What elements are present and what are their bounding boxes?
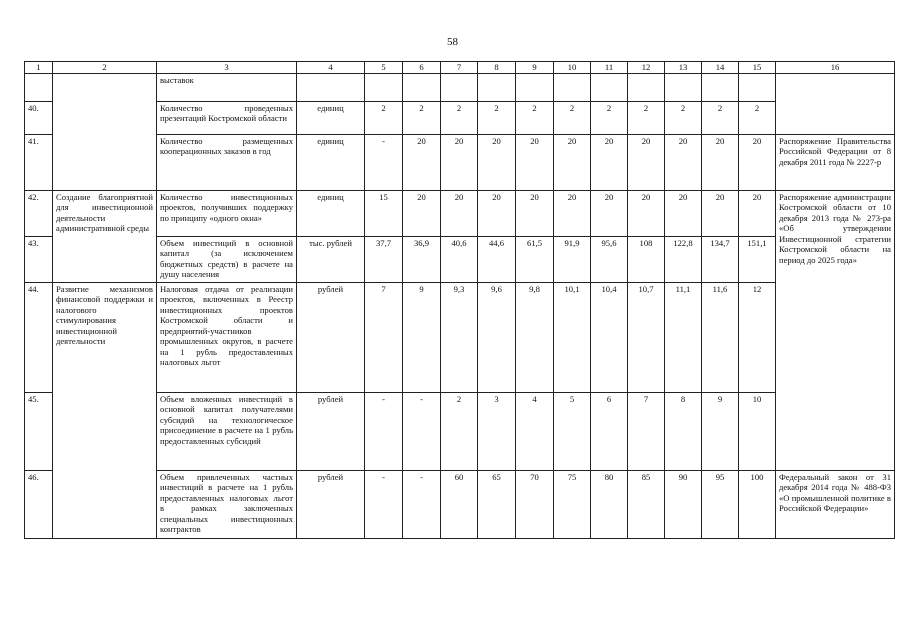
indicator-name: Объем привлеченных частных инвестиций в расчете на 1 рубль предоставленных налоговых льгот в рамках заключенных специальных инвестиционных контрактов [157, 470, 297, 538]
value-cell [591, 73, 628, 101]
value-cell: 80 [591, 470, 628, 538]
value-cell [441, 73, 478, 101]
value-cell: - [403, 470, 441, 538]
unit-cell: единиц [297, 190, 365, 236]
value-cell: 2 [739, 101, 776, 134]
value-cell: 134,7 [702, 236, 739, 282]
header-cell: 12 [628, 62, 665, 74]
legal-basis-note: Федеральный закон от 31 декабря 2014 года № 488-ФЗ «О промышленной политике в Российской Федерации» [776, 470, 895, 538]
header-cell: 16 [776, 62, 895, 74]
value-cell: - [365, 134, 403, 190]
value-cell: 9 [702, 392, 739, 470]
value-cell: 85 [628, 470, 665, 538]
value-cell: 2 [554, 101, 591, 134]
row-index: 46. [25, 470, 53, 538]
value-cell: 7 [365, 282, 403, 392]
unit-cell [297, 73, 365, 101]
value-cell: 20 [441, 190, 478, 236]
legal-basis-note: Распоряжение Правительства Российской Федерации от 8 декабря 2011 года № 2227-р [776, 134, 895, 190]
group-label: Создание благоприятной для инвестиционной деятельности административной среды [53, 190, 157, 282]
value-cell: 151,1 [739, 236, 776, 282]
value-cell: 36,9 [403, 236, 441, 282]
value-cell: 20 [441, 134, 478, 190]
value-cell: 2 [516, 101, 554, 134]
value-cell: 20 [403, 190, 441, 236]
value-cell: 7 [628, 392, 665, 470]
value-cell: 2 [591, 101, 628, 134]
value-cell: 2 [403, 101, 441, 134]
value-cell: 20 [516, 134, 554, 190]
value-cell: 20 [702, 134, 739, 190]
group-cell-empty [53, 73, 157, 190]
value-cell: - [403, 392, 441, 470]
indicator-name: Количество проведенных презентаций Костромской области [157, 101, 297, 134]
value-cell [478, 73, 516, 101]
value-cell: 2 [478, 101, 516, 134]
value-cell: 37,7 [365, 236, 403, 282]
value-cell: 20 [665, 134, 702, 190]
value-cell: 9,8 [516, 282, 554, 392]
unit-cell: рублей [297, 470, 365, 538]
value-cell: 2 [702, 101, 739, 134]
indicators-table [24, 61, 895, 539]
row-index: 40. [25, 101, 53, 134]
value-cell: 20 [702, 190, 739, 236]
header-cell: 15 [739, 62, 776, 74]
indicator-name: Налоговая отдача от реализации проектов, включенных в Реестр инвестиционных проектов Костромской области и предприятий-участников промышленных округов, в расчете на 1 рубль предоставленных налоговых льгот [157, 282, 297, 392]
value-cell: 2 [365, 101, 403, 134]
value-cell: 122,8 [665, 236, 702, 282]
value-cell: 90 [665, 470, 702, 538]
value-cell: 108 [628, 236, 665, 282]
value-cell [702, 73, 739, 101]
value-cell: 20 [665, 190, 702, 236]
indicator-name: Объем вложенных инвестиций в основной капитал получателями субсидий на технологическое присоединение в расчете на 1 рубль предоставленных субсидий [157, 392, 297, 470]
value-cell [365, 73, 403, 101]
value-cell: 4 [516, 392, 554, 470]
value-cell [403, 73, 441, 101]
header-cell: 14 [702, 62, 739, 74]
value-cell: 5 [554, 392, 591, 470]
value-cell: 2 [441, 101, 478, 134]
note-cell-empty [776, 73, 895, 134]
value-cell: 6 [591, 392, 628, 470]
value-cell: 9,3 [441, 282, 478, 392]
value-cell: 2 [441, 392, 478, 470]
value-cell: 11,1 [665, 282, 702, 392]
value-cell: 95 [702, 470, 739, 538]
value-cell: 70 [516, 470, 554, 538]
group-label: Развитие механизмов финансовой поддержки и налогового стимулирования инвестиционной деятельности [53, 282, 157, 538]
value-cell: 20 [591, 134, 628, 190]
header-cell: 7 [441, 62, 478, 74]
row-index: 43. [25, 236, 53, 282]
value-cell: 20 [403, 134, 441, 190]
header-cell: 5 [365, 62, 403, 74]
value-cell: 20 [628, 190, 665, 236]
value-cell: 9,6 [478, 282, 516, 392]
value-cell: - [365, 470, 403, 538]
value-cell: 20 [628, 134, 665, 190]
value-cell: 20 [478, 134, 516, 190]
unit-cell: рублей [297, 392, 365, 470]
header-cell: 10 [554, 62, 591, 74]
header-cell: 6 [403, 62, 441, 74]
value-cell: 20 [554, 190, 591, 236]
value-cell: 20 [591, 190, 628, 236]
value-cell: 20 [739, 190, 776, 236]
value-cell: - [365, 392, 403, 470]
value-cell: 3 [478, 392, 516, 470]
value-cell: 2 [628, 101, 665, 134]
value-cell: 9 [403, 282, 441, 392]
value-cell: 20 [478, 190, 516, 236]
value-cell: 10,7 [628, 282, 665, 392]
unit-cell: единиц [297, 134, 365, 190]
value-cell [739, 73, 776, 101]
header-cell: 4 [297, 62, 365, 74]
table-row [25, 282, 895, 392]
row-index [25, 73, 53, 101]
value-cell: 60 [441, 470, 478, 538]
indicator-name: Количество размещенных кооперационных заказов в год [157, 134, 297, 190]
value-cell: 65 [478, 470, 516, 538]
value-cell: 100 [739, 470, 776, 538]
row-index: 44. [25, 282, 53, 392]
value-cell: 10,1 [554, 282, 591, 392]
value-cell [665, 73, 702, 101]
table-row [25, 73, 895, 101]
unit-cell: рублей [297, 282, 365, 392]
value-cell: 10,4 [591, 282, 628, 392]
value-cell: 10 [739, 392, 776, 470]
value-cell: 40,6 [441, 236, 478, 282]
row-index: 45. [25, 392, 53, 470]
indicator-name: Количество инвестиционных проектов, получивших поддержку по принципу «одного окна» [157, 190, 297, 236]
value-cell: 44,6 [478, 236, 516, 282]
unit-cell: тыс. рублей [297, 236, 365, 282]
header-cell: 2 [53, 62, 157, 74]
table-row [25, 190, 895, 236]
value-cell: 91,9 [554, 236, 591, 282]
value-cell: 20 [554, 134, 591, 190]
row-index: 42. [25, 190, 53, 236]
header-cell: 3 [157, 62, 297, 74]
value-cell: 75 [554, 470, 591, 538]
unit-cell: единиц [297, 101, 365, 134]
value-cell: 12 [739, 282, 776, 392]
value-cell: 95,6 [591, 236, 628, 282]
header-cell: 9 [516, 62, 554, 74]
header-cell: 8 [478, 62, 516, 74]
value-cell [554, 73, 591, 101]
indicator-name: Объем инвестиций в основной капитал (за исключением бюджетных средств) в расчете на душу населения [157, 236, 297, 282]
page-number: 58 [447, 36, 458, 48]
header-cell: 11 [591, 62, 628, 74]
header-cell: 13 [665, 62, 702, 74]
value-cell: 20 [516, 190, 554, 236]
value-cell: 20 [739, 134, 776, 190]
value-cell: 15 [365, 190, 403, 236]
value-cell [516, 73, 554, 101]
value-cell [628, 73, 665, 101]
header-cell: 1 [25, 62, 53, 74]
value-cell: 2 [665, 101, 702, 134]
row-index: 41. [25, 134, 53, 190]
legal-basis-note: Распоряжение администрации Костромской области от 10 декабря 2013 года № 273-ра «Об утверждении Инвестиционной стратегии Костромской области на период до 2025 года» [776, 190, 895, 470]
column-header-row [25, 62, 895, 74]
value-cell: 8 [665, 392, 702, 470]
indicator-name: выставок [157, 73, 297, 101]
value-cell: 61,5 [516, 236, 554, 282]
value-cell: 11,6 [702, 282, 739, 392]
